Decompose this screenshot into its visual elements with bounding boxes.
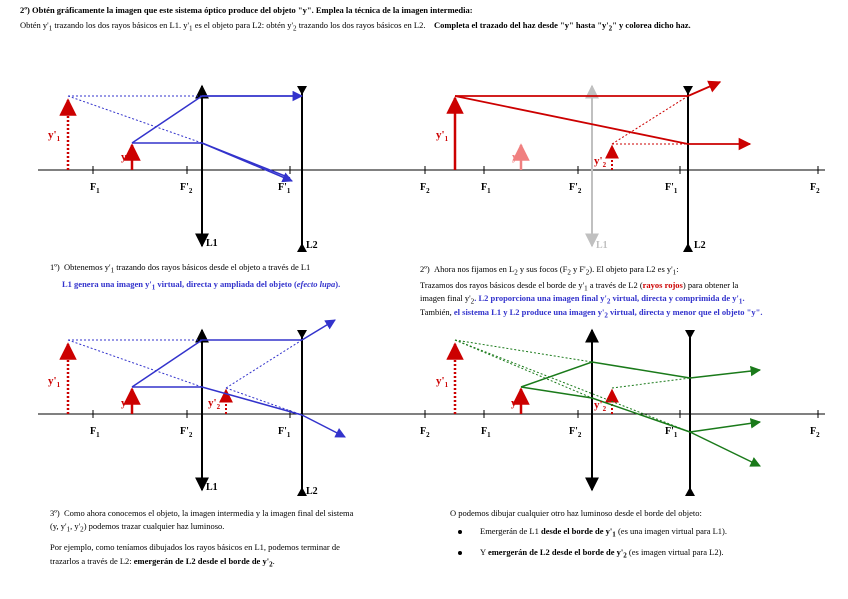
panel-3-diagram [38,320,432,496]
svg-text:y'1: $y'_1$ [436,375,449,389]
svg-text:F'1: $F'_1$ [665,426,678,439]
panel-2-diagram [432,82,825,252]
svg-text:F2: $F_2$ [810,426,820,439]
svg-text:y: y [512,151,518,163]
svg-text:F1: $F_1$ [481,182,491,195]
panel-3-line-4: trazarlos a través de L2: emergerán de L2 desde el borde de $y'_2$. [50,556,275,569]
svg-text:F'2: $F'_2$ [569,426,582,439]
svg-text:F2: $F_2$ [810,182,820,195]
svg-text:y'1: $y'_1$ [436,129,449,143]
panel-3-line-3: Por ejemplo, como teníamos dibujados los rayos básicos en L1, podemos terminar de [50,542,340,552]
panel-2-line-4: También, el sistema L1 y L2 produce una imagen $y'_2$ virtual, directa y menor que el objeto "y". [420,307,763,320]
svg-text:y'2: $y'_2$ [208,397,221,411]
svg-text:L1: L1 [206,482,218,493]
panel-4-bullet-2: Y emergerán de L2 desde el borde de $y'_2$ (es imagen virtual para L2). [480,547,724,560]
svg-text:F'1: $F'_1$ [278,182,291,195]
svg-text:y: y [511,397,517,409]
panel-2-line-2: Trazamos dos rayos básicos desde el borde de $y'_1$ a través de L2 (rayos rojos) para obtener la [420,280,739,293]
ray-parallel [132,143,290,178]
panel-1-line-1: 1º) Obtenemos $y'_1$ trazando dos rayos básicos desde el objeto a través de L1 [50,262,311,275]
svg-text:F1: $F_1$ [481,426,491,439]
svg-text:F'1: $F'_1$ [665,182,678,195]
svg-text:F'2: $F'_2$ [180,426,193,439]
panel-1-line-2: L1 genera una imagen $y'_1$ virtual, directa y ampliada del objeto (efecto lupa). [62,279,341,292]
svg-text:y'2: $y'_2$ [594,155,607,169]
svg-text:y'2: $y'_2$ [594,399,607,413]
svg-text:L1: L1 [206,238,218,249]
svg-text:L1: L1 [596,240,608,251]
svg-text:F'1: $F'_1$ [278,426,291,439]
svg-text:F1: $F_1$ [90,182,100,195]
panel-2-line-3: imagen final $y'_2$. L2 proporciona una imagen final $y'_2$ virtual, directa y comprimida de $y'_1$. [420,293,745,306]
panel-3-line-2: (y, $y'_1$, $y'_2$) podemos trazar cualquier haz luminoso. [50,521,225,534]
panel-2-line-1: 2º) Ahora nos fijamos en $L_2$ y sus focos ($F_2$ y $F'_2$). El objeto para L2 es $y'_1$: [420,264,679,277]
svg-text:L2: L2 [694,240,706,251]
svg-text:F1: $F_1$ [90,426,100,439]
instruction-line: Obtén $y'_1$ trazando los dos rayos básicos en L1. $y'_1$ es el objeto para L2: obtén $y'_2$ trazando los dos rayos básicos en L2. Completa el trazado del haz desde "y" hasta "$y'_2$" y colorea dicho haz. [20,20,691,33]
svg-text:L2: L2 [306,240,318,251]
panel-4-diagram [432,330,825,496]
page-title: 2º) Obtén gráficamente la imagen que este sistema óptico produce del objeto "y". Emplea la técnica de la imagen intermedia: [20,5,473,15]
svg-text:F2: $F_2$ [420,426,430,439]
panel-1-diagram [38,86,432,252]
svg-text:y: y [121,151,127,163]
svg-text:y'1: $y'_1$ [48,375,61,389]
panel-3-line-1: 3º) Como ahora conocemos el objeto, la imagen intermedia y la imagen final del sistema [50,508,354,518]
svg-text:F'2: $F'_2$ [180,182,193,195]
svg-text:F2: $F_2$ [420,182,430,195]
svg-text:F'2: $F'_2$ [569,182,582,195]
svg-text:L2: L2 [306,486,318,497]
bullet-icon [458,551,462,555]
ray-focal [132,96,302,143]
bullet-icon [458,530,462,534]
svg-text:y'1: $y'_1$ [48,129,61,143]
panel-4-bullet-1: Emergerán de L1 desde el borde de $y'_1$ (es una imagen virtual para L1). [480,526,728,539]
svg-text:y: y [121,397,127,409]
panel-4-line-1: O podemos dibujar cualquier otro haz luminoso desde el borde del objeto: [450,508,702,518]
